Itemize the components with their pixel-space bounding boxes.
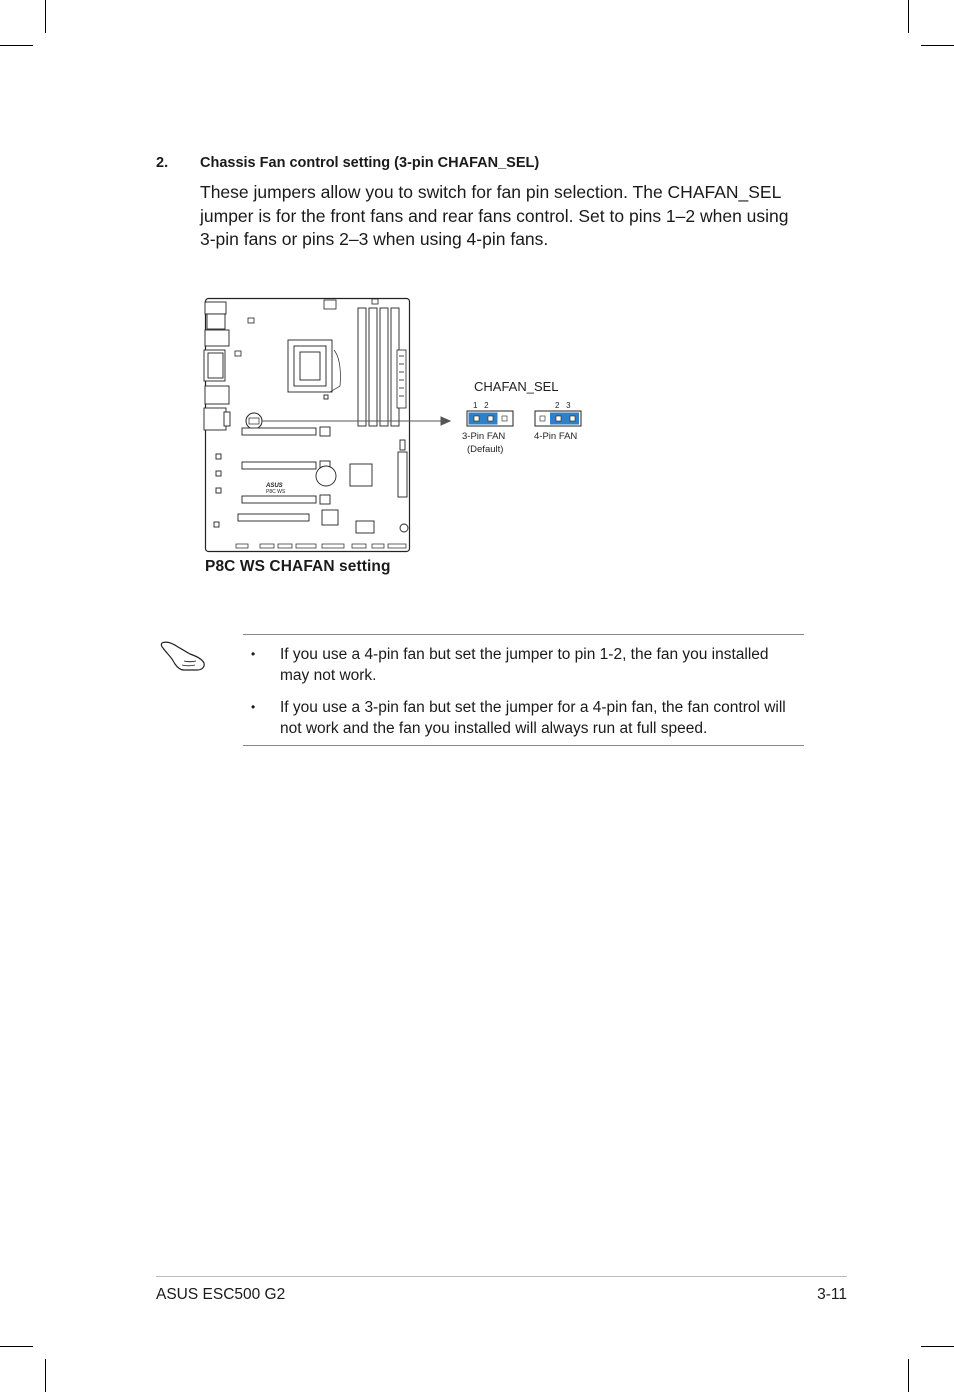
right-pin-numbers: 2 3 <box>555 401 571 410</box>
bullet: • <box>251 700 256 714</box>
note-item-text: If you use a 4-pin fan but set the jumper to pin 1-2, the fan you installed may not work. <box>280 646 769 684</box>
crop-mark-top-right-horizontal <box>921 45 954 46</box>
motherboard-diagram <box>200 290 600 560</box>
crop-mark-bottom-left-horizontal <box>0 1346 33 1347</box>
jumper-4pin-setting <box>535 411 581 426</box>
crop-mark-bottom-right-horizontal <box>921 1346 954 1347</box>
section-number: 2. <box>156 155 169 171</box>
crop-mark-top-left-vertical <box>45 0 46 33</box>
left-jumper-label: 3-Pin FAN <box>462 431 506 442</box>
bullet: • <box>251 647 256 661</box>
board-model-text: P8C WS <box>266 489 286 495</box>
chafan-sel-header-on-board <box>246 413 262 429</box>
left-jumper-sublabel: (Default) <box>467 444 504 455</box>
note-item-text: If you use a 3-pin fan but set the jumper for a 4-pin fan, the fan control will not work and the fan you installed will always run at full speed. <box>280 699 786 737</box>
diagram-caption: P8C WS CHAFAN setting <box>205 558 391 575</box>
section-body: These jumpers allow you to switch for fan pin selection. The CHAFAN_SEL jumper is for the front fans and rear fans control. Set to pins 1–2 when using 3-pin fans or pins 2–3 when using 4-pin fans. <box>200 182 789 249</box>
crop-mark-bottom-right-vertical <box>908 1359 909 1392</box>
atx-power-connector <box>397 350 406 408</box>
crop-mark-top-right-vertical <box>908 0 909 33</box>
jumper-3pin-setting <box>467 411 513 426</box>
note-box <box>243 634 804 746</box>
footer-product-name: ASUS ESC500 G2 <box>156 1286 286 1303</box>
footer-rule <box>156 1276 847 1277</box>
right-jumper-label: 4-Pin FAN <box>534 431 578 442</box>
board-logo-text: ASUS <box>266 483 283 489</box>
crop-mark-top-left-horizontal <box>0 45 33 46</box>
footer-page-number: 3-11 <box>817 1286 847 1303</box>
board-outline <box>206 299 410 552</box>
jumper-name: CHAFAN_SEL <box>474 379 559 394</box>
section-title: Chassis Fan control setting (3-pin CHAFAN_SEL) <box>200 155 540 171</box>
left-pin-numbers: 1 2 <box>473 401 489 410</box>
crop-mark-bottom-left-vertical <box>45 1359 46 1392</box>
hand-pointer-icon <box>160 637 208 673</box>
